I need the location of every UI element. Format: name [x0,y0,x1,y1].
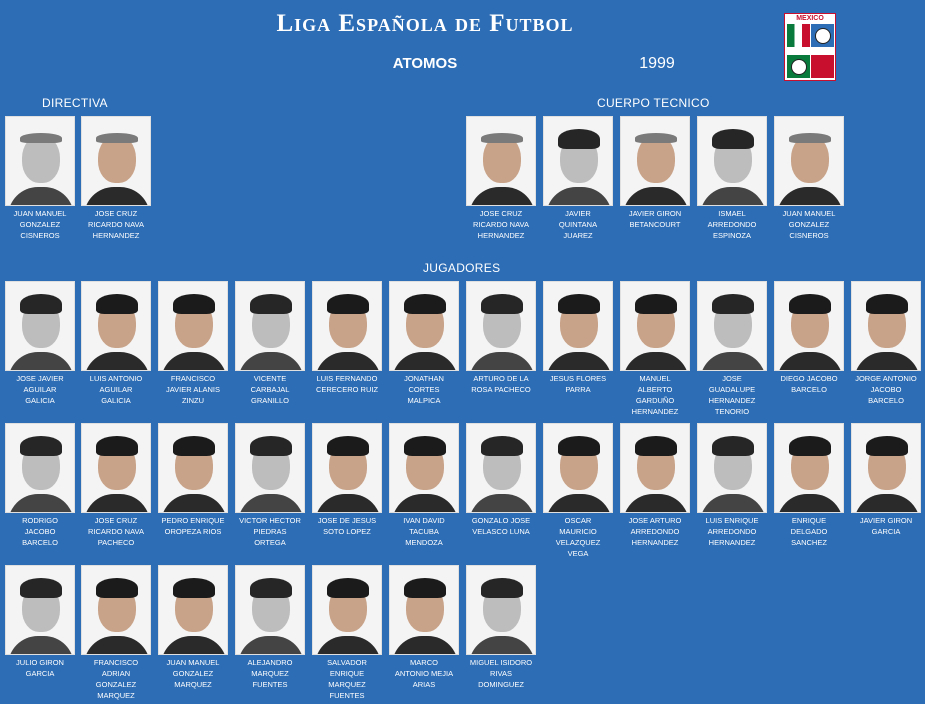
logo-text: MEXICO [796,15,824,22]
portrait-photo [5,281,75,371]
person-name: JUAN MANUEL GONZALEZ CISNEROS [13,209,67,240]
portrait-photo [81,423,151,513]
portrait-photo [158,423,228,513]
person-name: ISMAEL ARREDONDO ESPINOZA [707,209,757,240]
jugadores-card [848,423,924,537]
portrait-photo [620,423,690,513]
season-year: 1999 [639,55,675,72]
portrait-photo [774,116,844,206]
ball-quadrant [787,55,810,78]
jugadores-card [232,281,308,406]
person-name: VICENTE CARBAJAL GRANILLO [250,374,290,405]
jugadores-card [2,423,78,548]
soccer-ball-icon [815,28,831,44]
jugadores-card [309,281,385,395]
portrait-photo [851,423,921,513]
portrait-photo [81,281,151,371]
cuerpo_tecnico-card [771,116,847,241]
person-name: JESUS FLORES PARRA [549,374,607,394]
federation-logo [784,13,836,81]
portrait-photo [81,116,151,206]
jugadores-card [2,281,78,406]
jugadores-card [617,423,693,548]
cuerpo_tecnico-card [540,116,616,241]
portrait-photo [466,281,536,371]
jugadores-card [848,281,924,406]
portrait-photo [158,281,228,371]
jugadores-card [155,565,231,690]
person-name: JUAN MANUEL GONZALEZ MARQUEZ [166,658,220,689]
person-name: JOSE CRUZ RICARDO NAVA HERNANDEZ [88,209,144,240]
person-name: LUIS ENRIQUE ARREDONDO HERNANDEZ [705,516,759,547]
person-name: SALVADOR ENRIQUE MARQUEZ FUENTES [327,658,367,700]
person-name: JOSE ARTURO ARREDONDO HERNANDEZ [628,516,682,547]
person-name: DIEGO JACOBO BARCELO [780,374,838,394]
soccer-ball-icon [791,59,807,75]
portrait-photo [543,116,613,206]
portrait-photo [543,281,613,371]
portrait-photo [774,281,844,371]
person-name: JULIO GIRON GARCIA [16,658,64,678]
portrait-photo [466,565,536,655]
person-name: ARTURO DE LA ROSA PACHECO [471,374,531,394]
cuerpo_tecnico-card [694,116,770,241]
lion-quadrant [811,55,834,78]
jugadores-card [386,565,462,690]
jugadores-card [463,565,539,690]
jugadores-card [694,423,770,548]
jugadores-card [155,423,231,537]
portrait-photo [466,423,536,513]
portrait-photo [235,565,305,655]
section-cuerpo-tecnico: CUERPO TECNICO [597,96,710,110]
jugadores-card [463,423,539,537]
portrait-photo [389,281,459,371]
person-name: PEDRO ENRIQUE OROPEZA RIOS [161,516,225,536]
person-name: MARCO ANTONIO MEJIA ARIAS [394,658,454,689]
portrait-photo [697,116,767,206]
person-name: LUIS ANTONIO AGUILAR GALICIA [89,374,143,405]
directiva-card [2,116,78,241]
portrait-photo [697,423,767,513]
portrait-photo [5,565,75,655]
person-name: GONZALO JOSE VELASCO LUNA [471,516,531,536]
jugadores-card [2,565,78,679]
person-name: JOSE DE JESUS SOTO LOPEZ [317,516,377,536]
portrait-photo [851,281,921,371]
page-title: Liga Española de Futbol [276,10,574,37]
person-name: RODRIGO JACOBO BARCELO [22,516,58,547]
jugadores-card [78,565,154,701]
directiva-card [78,116,154,241]
portrait-photo [158,565,228,655]
person-name: JOSE JAVIER AGUILAR GALICIA [16,374,64,405]
team-name: ATOMOS [392,55,458,72]
person-name: JAVIER GIRON BETANCOURT [628,209,682,229]
jugadores-card [540,423,616,559]
jugadores-card [309,423,385,537]
person-name: JOSE CRUZ RICARDO NAVA PACHECO [88,516,144,547]
portrait-photo [389,565,459,655]
jugadores-card [155,281,231,406]
person-name: MIGUEL ISIDORO RIVAS DOMINGUEZ [469,658,533,689]
jugadores-card [463,281,539,395]
person-name: MANUEL ALBERTO GARDUÑO HERNANDEZ [631,374,679,416]
person-name: JOSE GUADALUPE HERNANDEZ TENORIO [708,374,756,416]
portrait-photo [620,281,690,371]
person-name: FRANCISCO ADRIAN GONZALEZ MARQUEZ [93,658,139,700]
jugadores-card [232,565,308,690]
person-name: OSCAR MAURICIO VELAZQUEZ VEGA [555,516,601,558]
jugadores-card [771,423,847,548]
portrait-photo [543,423,613,513]
jugadores-card [694,281,770,417]
person-name: VICTOR HECTOR PIEDRAS ORTEGA [239,516,301,547]
person-name: JUAN MANUEL GONZALEZ CISNEROS [782,209,836,240]
jugadores-card [78,281,154,406]
jugadores-card [386,423,462,548]
portrait-photo [697,281,767,371]
person-name: IVAN DAVID TACUBA MENDOZA [403,516,445,547]
portrait-photo [81,565,151,655]
person-name: ENRIQUE DELGADO SANCHEZ [790,516,828,547]
jugadores-card [309,565,385,701]
jugadores-card [386,281,462,406]
portrait-photo [312,565,382,655]
section-directiva: DIRECTIVA [42,96,108,110]
jugadores-card [540,281,616,395]
portrait-photo [312,281,382,371]
portrait-photo [620,116,690,206]
person-name: LUIS FERNANDO CERECERO RUIZ [315,374,379,394]
ball-quadrant [811,24,834,47]
person-name: JOSE CRUZ RICARDO NAVA HERNANDEZ [473,209,529,240]
portrait-photo [5,116,75,206]
portrait-photo [235,281,305,371]
portrait-photo [466,116,536,206]
flag-quadrant [787,24,810,47]
portrait-photo [774,423,844,513]
portrait-photo [312,423,382,513]
person-name: JONATHAN CORTES MALPICA [404,374,444,405]
portrait-photo [389,423,459,513]
jugadores-card [232,423,308,548]
portrait-photo [5,423,75,513]
person-name: JAVIER GIRON GARCIA [859,516,913,536]
person-name: JORGE ANTONIO JACOBO BARCELO [855,374,917,405]
person-name: FRANCISCO JAVIER ALANIS ZINZU [165,374,221,405]
jugadores-card [78,423,154,548]
person-name: ALEJANDRO MARQUEZ FUENTES [247,658,293,689]
cuerpo_tecnico-card [463,116,539,241]
person-name: JAVIER QUINTANA JUAREZ [558,209,598,240]
jugadores-card [617,281,693,417]
cuerpo_tecnico-card [617,116,693,230]
section-jugadores: JUGADORES [423,261,501,275]
portrait-photo [235,423,305,513]
jugadores-card [771,281,847,395]
